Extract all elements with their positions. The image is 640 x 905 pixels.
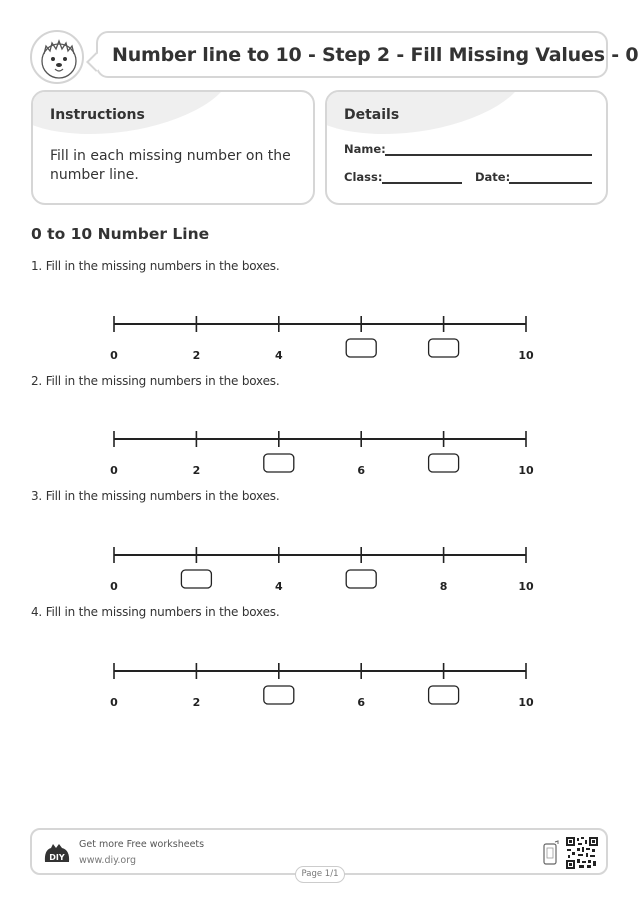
- number-line-1: [110, 316, 534, 362]
- phone-icon: [542, 840, 560, 866]
- answer-box[interactable]: [346, 339, 376, 357]
- number-line-4: [110, 663, 534, 709]
- name-label: Name:: [344, 142, 386, 156]
- tick-label: 4: [274, 580, 283, 593]
- question-3-text: 3. Fill in the missing numbers in the boxes.: [31, 489, 280, 503]
- question-1-text: 1. Fill in the missing numbers in the boxes.: [31, 259, 280, 273]
- tick-label: 0: [110, 349, 118, 362]
- tick-label: 4: [274, 349, 283, 362]
- number-line-2: [110, 431, 534, 477]
- answer-box[interactable]: [181, 570, 211, 588]
- qr-code-icon: [566, 837, 598, 869]
- diy-logo-icon: [43, 842, 71, 866]
- instructions-heading: Instructions: [50, 107, 145, 123]
- tick-label: 2: [192, 696, 201, 709]
- answer-box[interactable]: [264, 454, 294, 472]
- section-title: 0 to 10 Number Line: [31, 225, 210, 243]
- tick-label: 6: [357, 696, 366, 709]
- tick-label: 6: [357, 464, 366, 477]
- class-label: Class:: [344, 170, 383, 184]
- footer-link[interactable]: www.diy.org: [79, 855, 136, 866]
- footer-promo: Get more Free worksheets: [79, 839, 205, 850]
- tick-label: 0: [110, 464, 118, 477]
- tick-label: 0: [110, 580, 118, 593]
- instructions-text: Fill in each missing number on the number line.: [50, 148, 291, 183]
- tick-label: 2: [192, 464, 201, 477]
- tick-label: 10: [518, 349, 534, 362]
- number-line-3: [110, 547, 534, 593]
- tick-label: 10: [518, 580, 534, 593]
- page-title: Number line to 10 - Step 2 - Fill Missing Values - 0: [112, 44, 639, 66]
- answer-box[interactable]: [346, 570, 376, 588]
- answer-box[interactable]: [429, 454, 459, 472]
- tick-label: 10: [518, 464, 534, 477]
- page-indicator: Page 1/1: [295, 866, 345, 883]
- details-heading: Details: [344, 107, 400, 123]
- answer-box[interactable]: [264, 686, 294, 704]
- tick-label: 0: [110, 696, 118, 709]
- answer-box[interactable]: [429, 686, 459, 704]
- tick-label: 10: [518, 696, 534, 709]
- answer-box[interactable]: [429, 339, 459, 357]
- question-4-text: 4. Fill in the missing numbers in the boxes.: [31, 605, 280, 619]
- date-label: Date:: [475, 170, 511, 184]
- tick-label: 8: [439, 580, 448, 593]
- diy-logo-text: DIY: [49, 853, 65, 862]
- tick-label: 2: [192, 349, 201, 362]
- question-2-text: 2. Fill in the missing numbers in the boxes.: [31, 374, 280, 388]
